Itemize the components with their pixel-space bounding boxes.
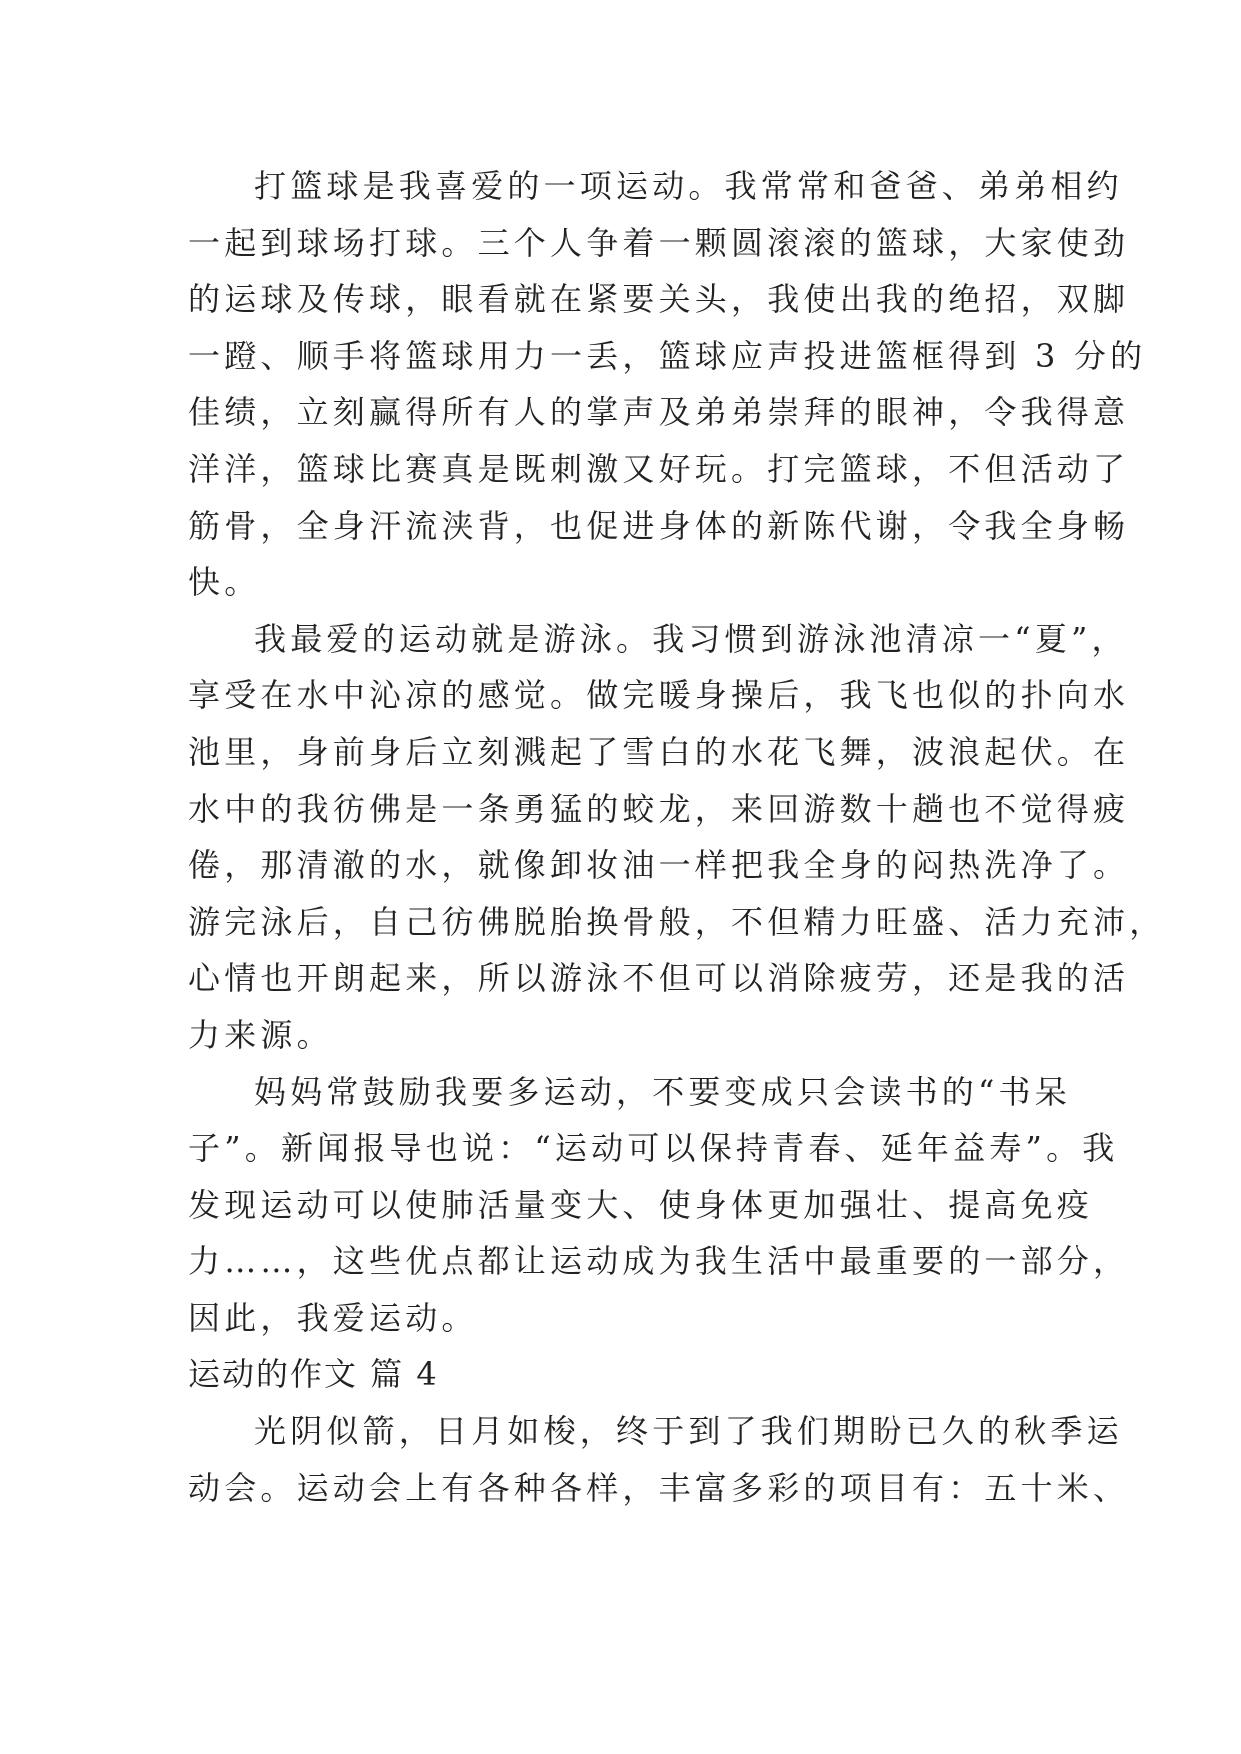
paragraph-line: 我最爱的运动就是游泳。我习惯到游泳池清凉一“夏”， [254,619,1128,658]
paragraph-line: 子”。新闻报导也说：“运动可以保持青春、延年益寿”。我 [188,1129,1119,1168]
paragraph-line: 快。 [188,563,261,602]
paragraph-line: 力来源。 [188,1015,333,1054]
paragraph-line: 洋洋，篮球比赛真是既刺激又好玩。打完篮球，不但活动了 [188,449,1130,488]
paragraph-line: 的运球及传球，眼看就在紧要关头，我使出我的绝招，双脚 [188,280,1130,319]
paragraph-basketball [188,158,1147,611]
paragraph-line: 心情也开朗起来，所以游泳不但可以消除疲劳，还是我的活 [188,959,1130,998]
paragraph-line: 倦，那清澈的水，就像卸妆油一样把我全身的闷热洗净了。 [188,846,1130,885]
paragraph-line: 发现运动可以使肺活量变大、使身体更加强壮、提高免疫 [188,1185,1094,1224]
paragraph-line: 池里，身前身后立刻溅起了雪白的水花飞舞，波浪起伏。在 [188,732,1130,771]
paragraph-swimming [188,611,1166,1064]
paragraph-line: 游完泳后，自己彷佛脱胎换骨般，不但精力旺盛、活力充沛， [188,902,1166,941]
paragraph-line: 一起到球场打球。三个人争着一颗圆滚滚的篮球，大家使劲 [188,223,1130,262]
paragraph-line: 享受在水中沁凉的感觉。做完暖身操后，我飞也似的扑向水 [188,676,1130,715]
paragraph-line: 因此，我爱运动。 [188,1298,478,1337]
paragraph-line: 光阴似箭，日月如梭，终于到了我们期盼已久的秋季运 [254,1412,1123,1451]
paragraph-line: 一蹬、顺手将篮球用力一丢，篮球应声投进篮框得到 3 分的 [188,336,1147,375]
paragraph-sports-meet [188,1403,1130,1516]
paragraph-conclusion [188,1064,1130,1347]
paragraph-line: 力……，这些优点都让运动成为我生活中最重要的一部分， [188,1242,1130,1281]
paragraph-line: 佳绩，立刻赢得所有人的掌声及弟弟崇拜的眼神，令我得意 [188,393,1130,432]
paragraph-line: 打篮球是我喜爱的一项运动。我常常和爸爸、弟弟相约 [254,167,1123,205]
paragraph-line: 动会。运动会上有各种各样，丰富多彩的项目有：五十米、 [188,1468,1130,1507]
paragraph-line: 妈妈常鼓励我要多运动，不要变成只会读书的“书呆 [254,1072,1071,1111]
paragraph-line: 筋骨，全身汗流浃背，也促进身体的新陈代谢，令我全身畅 [188,506,1130,545]
section-heading: 运动的作文 篇 4 [188,1355,439,1394]
essay-body [188,158,1166,1516]
paragraph-line: 水中的我彷佛是一条勇猛的蛟龙，来回游数十趟也不觉得疲 [188,789,1130,828]
